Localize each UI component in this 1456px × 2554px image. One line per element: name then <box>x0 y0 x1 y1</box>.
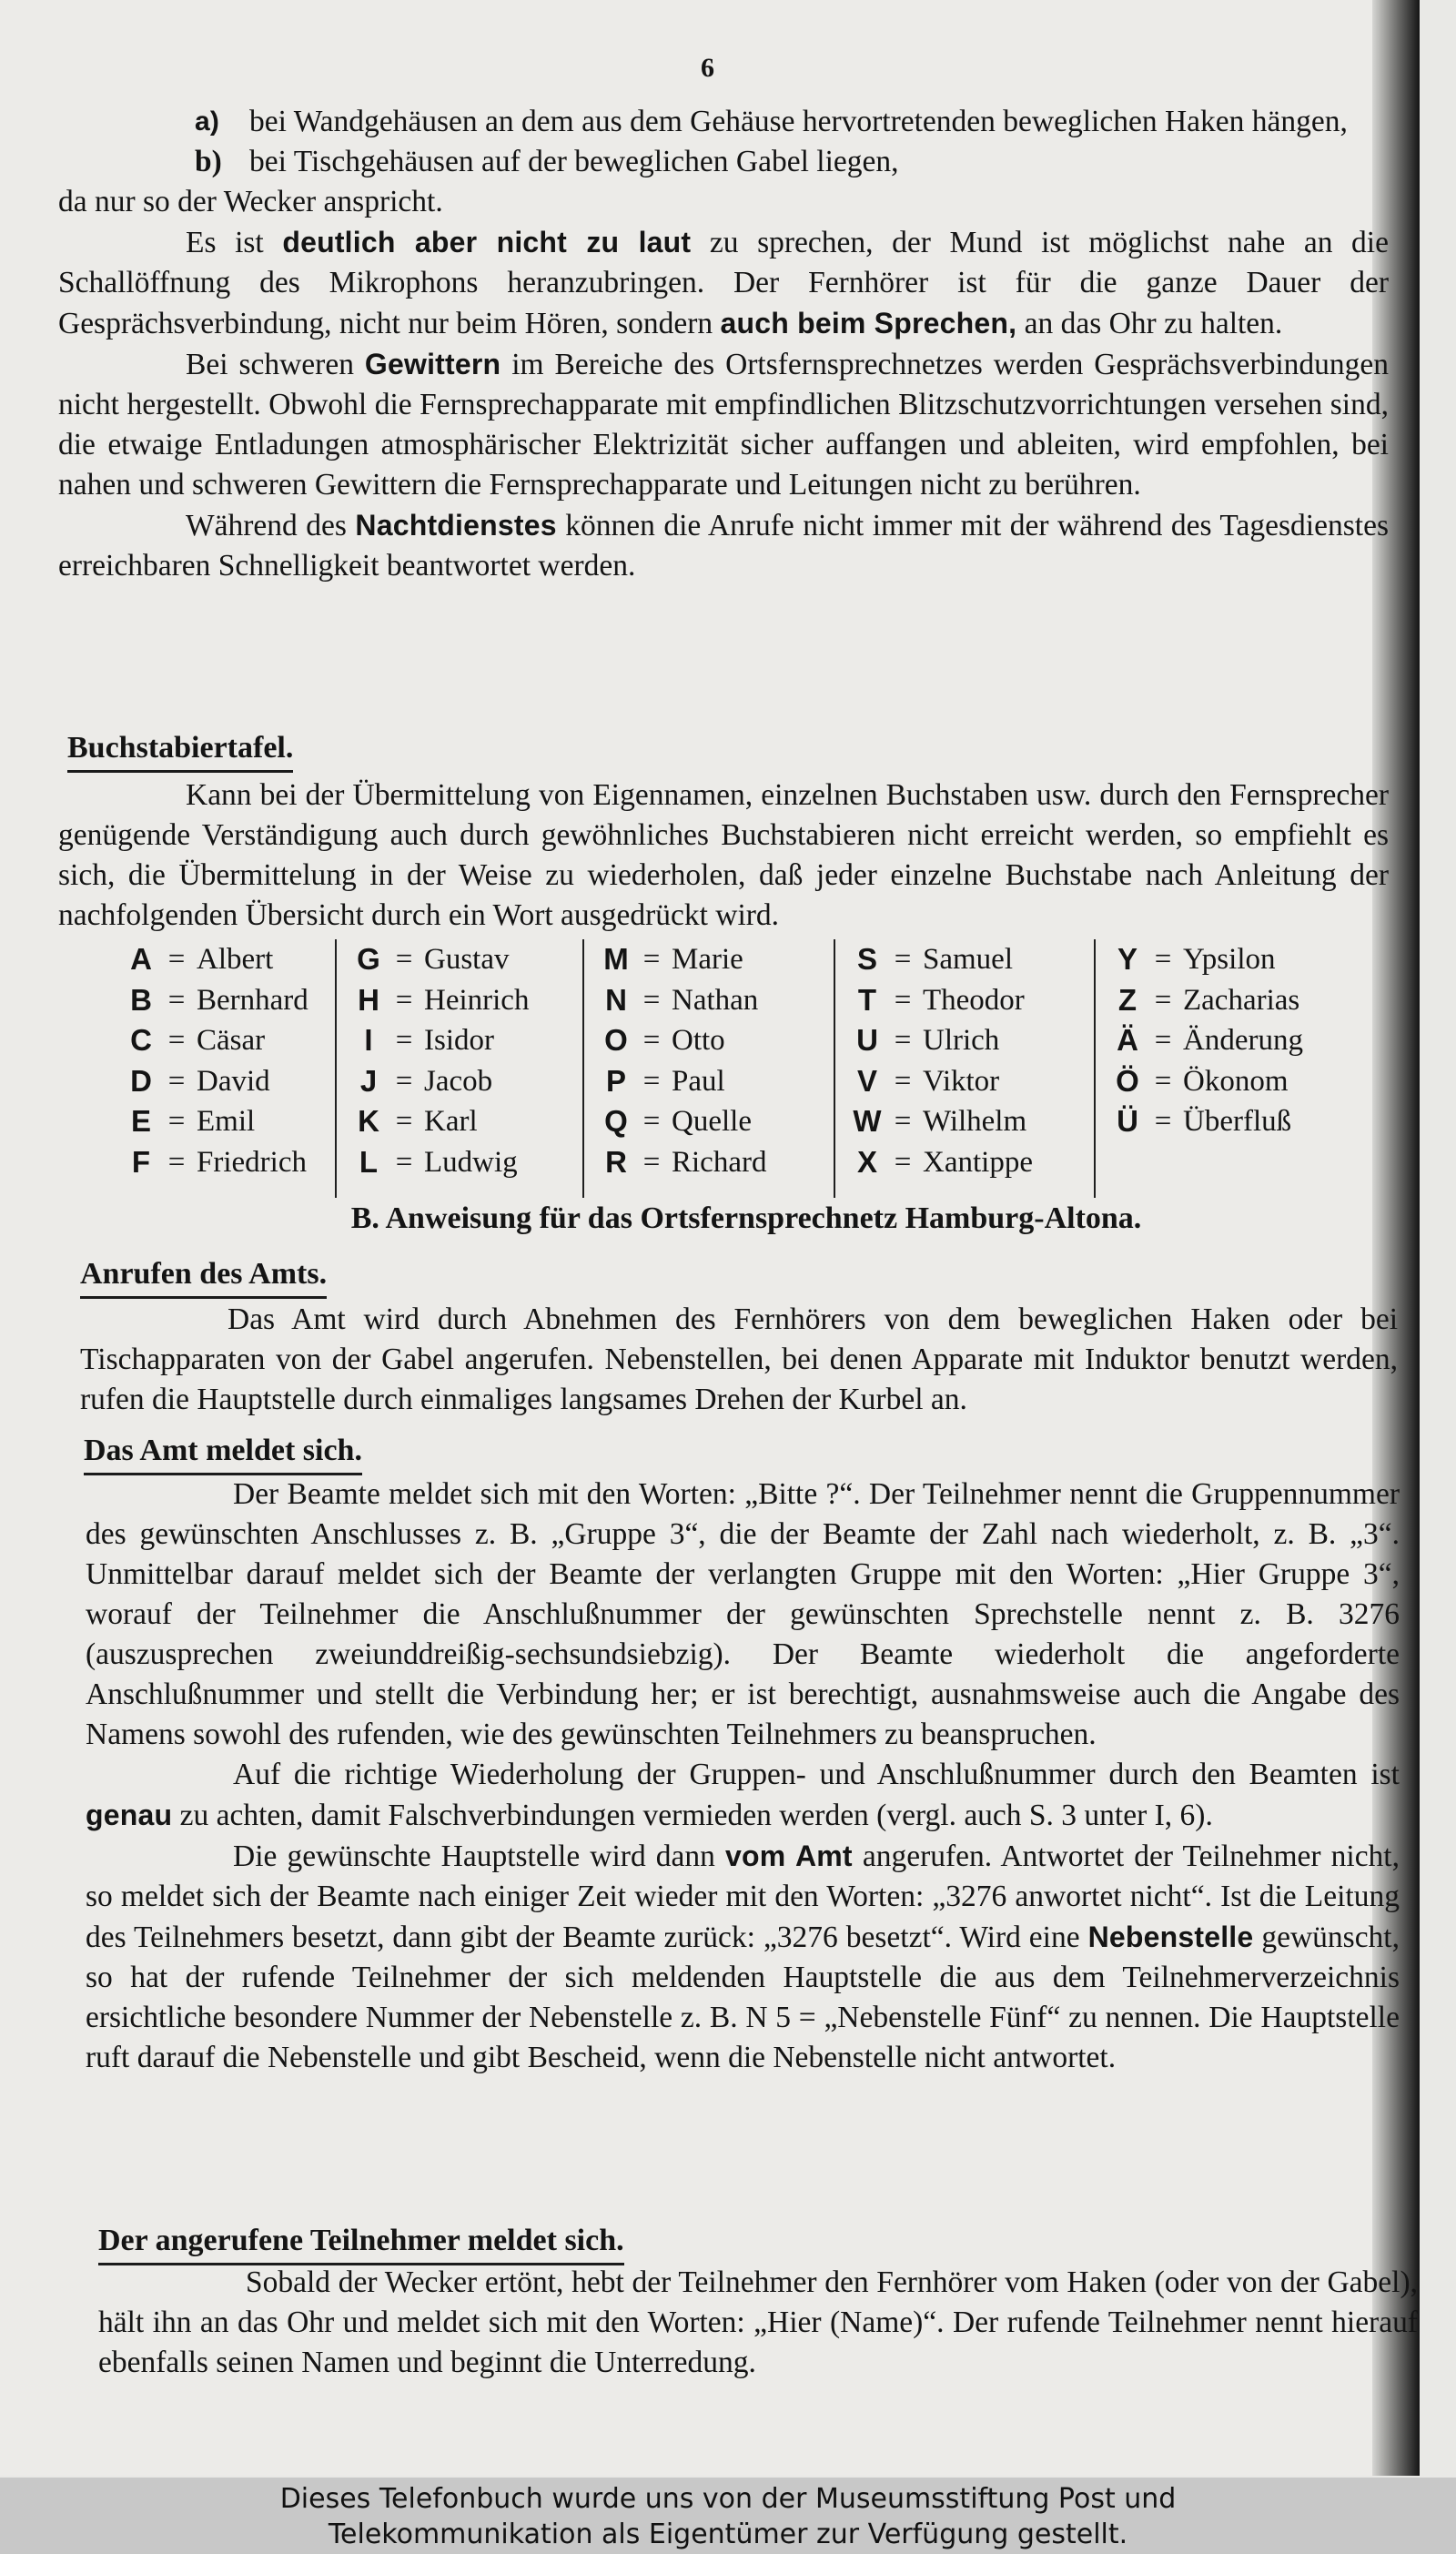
equals-sign: = <box>642 943 661 976</box>
spelling-entry <box>1112 980 1367 1021</box>
spelling-word: Quelle <box>672 1105 752 1138</box>
spelling-word: Karl <box>424 1105 478 1138</box>
text-run: zu sprechen, der Mund ist möglichst nahe an die Schallöffnung des Mikrophons heranzubringen. Der Fernhörer ist für die ganze Dauer der Gesprächsverbindung, nicht nur beim Hören, sondern <box>58 226 1389 340</box>
spelling-letter: K <box>358 1104 379 1138</box>
paragraph-storms <box>58 344 1389 505</box>
equals-sign: = <box>894 1105 912 1138</box>
equals-sign: = <box>642 1145 661 1179</box>
text-run: Bei schweren <box>186 348 365 381</box>
equals-sign: = <box>642 1105 661 1138</box>
spelling-entry <box>1112 1101 1367 1142</box>
equals-sign: = <box>167 1105 186 1138</box>
spelling-letter: F <box>131 1144 151 1179</box>
spelling-letter: L <box>359 1144 379 1179</box>
spelling-letter: I <box>364 1023 373 1057</box>
spelling-entry <box>1112 939 1367 980</box>
spelling-column-2 <box>335 939 582 1198</box>
spelling-word: Cäsar <box>197 1024 266 1057</box>
equals-sign: = <box>1154 1064 1172 1098</box>
spelling-entry <box>353 1142 582 1183</box>
intro-closing: da nur so der Wecker anspricht. <box>58 185 443 218</box>
spelling-word: Friedrich <box>197 1145 307 1179</box>
spelling-word: Nathan <box>672 983 759 1017</box>
spelling-word: Jacob <box>424 1064 493 1098</box>
paragraph-main-station <box>86 1836 1400 2078</box>
footer-line-2: Telekommunikation als Eigentümer zur Verfügung gestellt. <box>328 2519 1128 2550</box>
paragraph-speaking <box>58 222 1389 344</box>
spelling-entry <box>601 1061 834 1102</box>
call-exchange-block <box>80 1300 1398 1420</box>
text-run: Während des <box>186 509 356 542</box>
spelling-letter: R <box>605 1144 627 1179</box>
spelling-column-5 <box>1094 939 1367 1198</box>
emphasis-text: Nachtdienstes <box>355 509 557 542</box>
list-label-b: b) <box>195 145 222 178</box>
heading-call-exchange: Anrufen des Amts. <box>80 1254 327 1299</box>
equals-sign: = <box>894 1145 912 1179</box>
spelling-column-3 <box>582 939 834 1198</box>
spelling-letter: S <box>856 942 877 976</box>
text-run: gewünscht, so hat der rufende Teilnehmer der sich meldenden Hauptstelle die aus dem Teilnehmerverzeichnis ersichtliche besondere Nummer der Nebenstelle z. B. N 5 = „Nebenstelle Fünf“ zu nennen. Die Hauptstelle ruft darauf die Nebenstelle und gibt Bescheid, wenn die Nebenstelle nicht antwortet. <box>86 1921 1400 2074</box>
spelling-entry <box>353 1061 582 1102</box>
equals-sign: = <box>1154 1024 1172 1057</box>
equals-sign: = <box>642 1064 661 1098</box>
spelling-letter: B <box>130 982 152 1017</box>
spelling-entry <box>353 1020 582 1061</box>
spelling-entry <box>353 980 582 1021</box>
spelling-entry <box>852 939 1094 980</box>
equals-sign: = <box>1154 943 1172 976</box>
spelling-word: Heinrich <box>424 983 530 1017</box>
spelling-word: Samuel <box>923 943 1013 976</box>
equals-sign: = <box>1154 983 1172 1017</box>
heading-spelling-table: Buchstabiertafel. <box>67 728 293 773</box>
spelling-letter: D <box>130 1063 152 1098</box>
spelling-letter: T <box>857 982 877 1017</box>
spelling-entry <box>126 1101 335 1142</box>
spelling-word: Änderung <box>1183 1024 1303 1057</box>
exchange-answers-block <box>86 1475 1400 2078</box>
emphasis-text: vom Amt <box>724 1839 853 1872</box>
spelling-word: Xantippe <box>923 1145 1033 1179</box>
spelling-entry <box>852 980 1094 1021</box>
spelling-word: Theodor <box>923 983 1025 1017</box>
spelling-word: Otto <box>672 1024 725 1057</box>
heading-exchange-answers: Das Amt meldet sich. <box>84 1431 362 1475</box>
spelling-entry <box>126 980 335 1021</box>
spelling-word: Ludwig <box>424 1145 518 1179</box>
spelling-entry <box>852 1061 1094 1102</box>
text-run: Auf die richtige Wiederholung der Gruppen- und Anschlußnummer durch den Beamten ist <box>233 1758 1400 1791</box>
list-text-b: bei Tischgehäusen auf der beweglichen Gabel liegen, <box>249 145 899 178</box>
spelling-entry <box>126 1142 335 1183</box>
spelling-entry <box>601 1142 834 1183</box>
spelling-letter: Z <box>1117 982 1138 1017</box>
text-run: angerufen. Antwortet der Teilnehmer nicht, so meldet sich der Beamte nach einiger Zeit wieder mit den Worten: „3276 anwortet nicht“. Ist die Leitung des Teilnehmers besetzt, dann gibt der Beamte zurück: „3276 besetzt“. Wird eine <box>86 1839 1400 1954</box>
spelling-word: Gustav <box>424 943 510 976</box>
text-run: Es ist <box>186 226 283 259</box>
equals-sign: = <box>167 943 186 976</box>
list-text-a: bei Wandgehäusen an dem aus dem Gehäuse hervortretenden beweglichen Haken hängen, <box>249 105 1348 138</box>
paragraph-call-exchange: Das Amt wird durch Abnehmen des Fernhörers von dem beweglichen Haken oder bei Tischapparaten von der Gabel angerufen. Nebenstellen, bei denen Apparate mit Induktor benutzt werden, rufen die Hauptstelle durch einmaliges langsames Drehen der Kurbel an. <box>80 1302 1398 1416</box>
section-b-title: B. Anweisung für das Ortsfernsprechnetz Hamburg-Altona. <box>350 1201 1142 1235</box>
equals-sign: = <box>642 1024 661 1057</box>
spelling-word: Zacharias <box>1183 983 1300 1017</box>
spelling-letter: V <box>856 1063 877 1098</box>
spelling-letter: Y <box>1117 942 1138 976</box>
emphasis-text: deutlich aber nicht zu laut <box>282 226 692 258</box>
spelling-word: Viktor <box>923 1064 1000 1098</box>
equals-sign: = <box>167 1064 186 1098</box>
spelling-entry <box>1112 1061 1367 1102</box>
spelling-entry <box>601 939 834 980</box>
spelling-word: Richard <box>672 1145 767 1179</box>
spelling-letter: Ä <box>1117 1023 1138 1057</box>
footer-line-1: Dieses Telefonbuch wurde uns von der Museumsstiftung Post und <box>279 2483 1177 2515</box>
spelling-intro-block <box>58 775 1389 936</box>
spelling-word: Marie <box>672 943 743 976</box>
spelling-word: Isidor <box>424 1024 494 1057</box>
equals-sign: = <box>395 1105 413 1138</box>
heading-called-answers: Der angerufene Teilnehmer meldet sich. <box>98 2221 624 2265</box>
equals-sign: = <box>642 983 661 1017</box>
emphasis-text: Gewittern <box>364 348 501 380</box>
equals-sign: = <box>894 1064 912 1098</box>
intro-block <box>58 102 1389 586</box>
list-label-a: a) <box>195 106 220 137</box>
spelling-letter: J <box>359 1063 378 1098</box>
spelling-letter: Ö <box>1116 1063 1139 1098</box>
spelling-letter: Ü <box>1117 1104 1138 1138</box>
equals-sign: = <box>395 1145 413 1179</box>
paragraph-called-answers: Sobald der Wecker ertönt, hebt der Teilnehmer den Fernhörer vom Haken (oder von der Gabel), hält ihn an das Ohr und meldet sich mit den Worten: „Hier (Name)“. Der rufende Teilnehmer nennt hierauf ebenfalls seinen Namen und beginnt die Unterredung. <box>98 2265 1418 2379</box>
spelling-word: Albert <box>197 943 274 976</box>
equals-sign: = <box>167 983 186 1017</box>
spelling-column-4 <box>834 939 1094 1198</box>
equals-sign: = <box>395 1064 413 1098</box>
list-item-b <box>58 142 1389 182</box>
equals-sign: = <box>894 1024 912 1057</box>
page-number: 6 <box>701 53 714 83</box>
equals-sign: = <box>167 1145 186 1179</box>
spelling-letter: O <box>604 1023 628 1057</box>
spelling-letter: G <box>357 942 380 976</box>
spelling-letter: W <box>853 1104 882 1138</box>
emphasis-text: genau <box>86 1799 173 1831</box>
text-run: können die Anrufe nicht immer mit der während des Tagesdienstes erreichbaren Schnelligkeit beantwortet werden. <box>58 509 1389 583</box>
spelling-table <box>118 939 1374 1198</box>
spelling-word: Ulrich <box>923 1024 1000 1057</box>
spelling-word: Paul <box>672 1064 725 1098</box>
spelling-word: Ypsilon <box>1183 943 1276 976</box>
paragraph-repeat-number <box>86 1755 1400 1836</box>
spelling-entry <box>601 980 834 1021</box>
called-answers-block <box>98 2263 1418 2383</box>
list-item-a <box>58 102 1389 142</box>
spelling-entry <box>1112 1020 1367 1061</box>
spelling-entry <box>126 1061 335 1102</box>
spelling-letter: M <box>603 942 629 976</box>
spelling-letter: E <box>130 1104 151 1138</box>
spelling-word: Überfluß <box>1183 1105 1292 1138</box>
spelling-letter: U <box>856 1023 878 1057</box>
spelling-letter: C <box>130 1023 152 1057</box>
spelling-word: David <box>197 1064 270 1098</box>
equals-sign: = <box>1154 1105 1172 1138</box>
spelling-word: Emil <box>197 1105 256 1138</box>
equals-sign: = <box>894 983 912 1017</box>
spelling-letter: P <box>605 1063 626 1098</box>
spelling-entry <box>126 1020 335 1061</box>
spelling-letter: A <box>130 942 152 976</box>
equals-sign: = <box>395 1024 413 1057</box>
spelling-letter: N <box>605 982 627 1017</box>
spelling-letter: X <box>856 1144 877 1179</box>
spelling-entry <box>126 939 335 980</box>
equals-sign: = <box>395 983 413 1017</box>
emphasis-text: Nebenstelle <box>1087 1921 1254 1953</box>
spelling-word: Wilhelm <box>923 1105 1027 1138</box>
equals-sign: = <box>167 1024 186 1057</box>
paragraph-night-service <box>58 505 1389 586</box>
spelling-letter: Q <box>604 1104 628 1138</box>
text-run: zu achten, damit Falschverbindungen vermieden werden (vergl. auch S. 3 unter I, 6). <box>172 1799 1213 1832</box>
spelling-entry <box>852 1020 1094 1061</box>
spelling-entry <box>852 1101 1094 1142</box>
spelling-column-1 <box>118 939 335 1198</box>
footer-notice <box>0 2478 1456 2554</box>
text-run: Die gewünschte Hauptstelle wird dann <box>233 1839 725 1873</box>
paragraph-exchange-answers: Der Beamte meldet sich mit den Worten: „Bitte ?“. Der Teilnehmer nennt die Gruppennummer des gewünschten Anschlusses z. B. „Gruppe 3“, die der Beamte der Zahl nach wiederholt, z. B. „3“. Unmittelbar darauf meldet sich der Beamte der verlangten Gruppe mit den Worten: „Hier Gruppe 3“, worauf der Teilnehmer die Anschlußnummer der gewünschten Sprechstelle nennt z. B. 3276 (auszusprechen zweiunddreißig-sechsundsiebzig). Der Beamte wiederholt die angeforderte Anschlußnummer und stellt die Verbindung her; er ist berechtigt, ausnahmsweise auch die Angabe des Namens sowohl des rufenden, wie des gewünschten Teilnehmers zu beanspruchen. <box>86 1477 1400 1751</box>
spelling-word: Bernhard <box>197 983 308 1017</box>
emphasis-text: auch beim Sprechen, <box>720 307 1017 340</box>
spelling-word: Ökonom <box>1183 1064 1289 1098</box>
text-run: im Bereiche des Ortsfernsprechnetzes werden Gesprächsverbindungen nicht hergestellt. Obwohl die Fernsprechapparate mit empfindlichen Blitzschutzvorrichtungen versehen sind, die etwaige Entladungen atmosphärischer Elektrizität sicher auffangen und ableiten, wird empfohlen, bei nahen und schweren Gewittern die Fernsprechapparate und Leitungen nicht zu berühren. <box>58 348 1390 502</box>
text-run: an das Ohr zu halten. <box>1016 307 1283 340</box>
spelling-letter: H <box>358 982 379 1017</box>
equals-sign: = <box>395 943 413 976</box>
spelling-entry <box>852 1142 1094 1183</box>
spelling-entry <box>353 939 582 980</box>
spelling-entry <box>601 1101 834 1142</box>
paragraph-spelling: Kann bei der Übermittelung von Eigennamen, einzelnen Buchstaben usw. durch den Fernsprecher genügende Verständigung auch durch gewöhnliches Buchstabieren nicht erreicht werden, so empfiehlt es sich, die Übermittelung in der Weise zu wiederholen, daß jeder einzelne Buchstabe nach Anleitung der nachfolgenden Übersicht durch ein Wort ausgedrückt wird. <box>58 778 1389 932</box>
spelling-entry <box>601 1020 834 1061</box>
equals-sign: = <box>894 943 912 976</box>
spelling-entry <box>353 1101 582 1142</box>
